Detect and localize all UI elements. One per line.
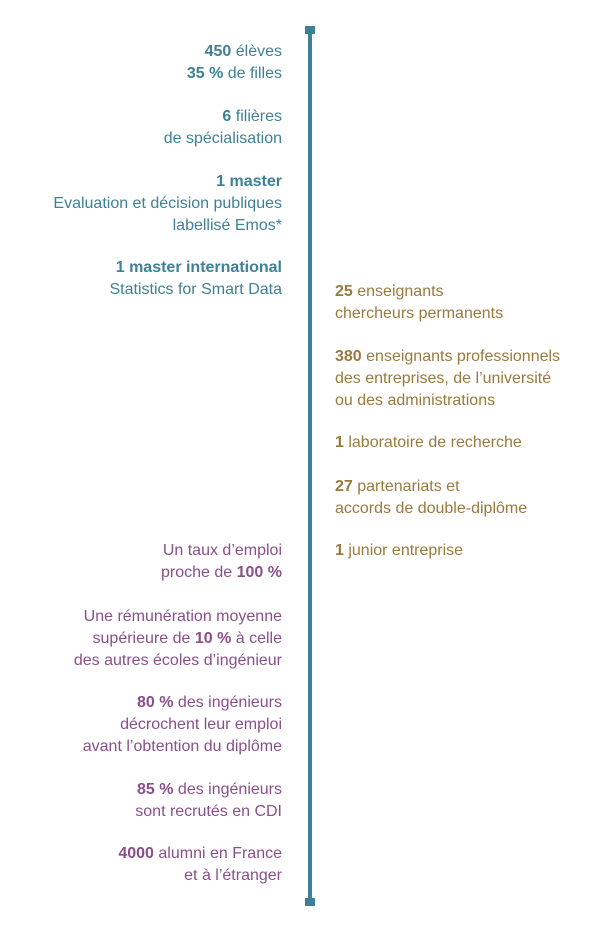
- stat-laboratory: 1 laboratoire de recherche: [335, 434, 522, 451]
- stat-master: 1 master Evaluation et décision publiques labellisé Emos*: [53, 173, 282, 234]
- stat-professional-teachers: 380 enseignants professionnels des entreprises, de l’université ou des administrations: [335, 348, 561, 409]
- stat-cdi: 85 % des ingénieurs sont recrutés en CDI: [135, 781, 282, 820]
- timeline-line: [308, 28, 312, 904]
- stat-alumni: 4000 alumni en France et à l’étranger: [118, 845, 282, 884]
- stat-researchers: 25 enseignants chercheurs permanents: [335, 283, 504, 322]
- timeline-bottom-cap: [305, 898, 315, 906]
- stat-partnerships: 27 partenariats et accords de double-diplôme: [335, 478, 528, 517]
- stat-salary: Une rémunération moyenne supérieure de 10 % à celle des autres écoles d’ingénieur: [73, 608, 282, 669]
- timeline-top-cap: [305, 26, 315, 34]
- stat-early-hiring: 80 % des ingénieurs décrochent leur emploi avant l’obtention du diplôme: [82, 694, 282, 755]
- stat-junior-enterprise: 1 junior entreprise: [335, 542, 464, 559]
- stat-employment-rate: Un taux d’emploi proche de 100 %: [161, 542, 282, 581]
- stat-students: 450 élèves 35 % de filles: [186, 43, 282, 82]
- stat-specializations: 6 filières de spécialisation: [163, 108, 282, 147]
- stat-master-international: 1 master international Statistics for Smart Data: [109, 259, 282, 298]
